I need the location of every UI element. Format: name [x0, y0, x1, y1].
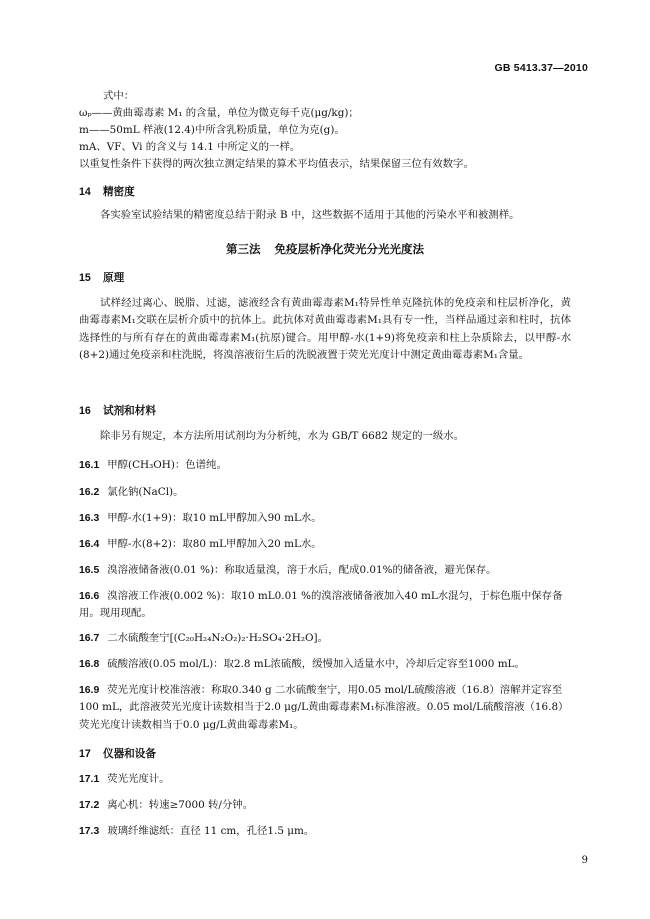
reagent-item: 16.7 二水硫酸奎宁[(C₂₀H₂₄N₂O₂)₂·H₂SO₄·2H₂O]。 — [79, 632, 328, 644]
reagent-item: 16.1 甲醇(CH₃OH)：色谱纯。 — [79, 459, 227, 471]
section-15-heading — [79, 270, 124, 285]
section-number: 17 — [79, 748, 91, 760]
section-title: 精密度 — [103, 186, 135, 198]
section-16-heading — [79, 403, 156, 418]
section-title: 原理 — [103, 272, 125, 284]
equipment-item: 17.3 玻璃纤维滤纸：直径 11 cm，孔径1.5 μm。 — [79, 825, 315, 837]
section-number: 16 — [79, 405, 91, 417]
reagent-item: 16.2 氯化钠(NaCl)。 — [79, 486, 184, 498]
method-part: 第三法 — [226, 244, 261, 256]
method-title — [0, 241, 650, 257]
equipment-item: 17.1 荧光光度计。 — [79, 773, 170, 785]
formula-note-line: 以重复性条件下获得的两次独立测定结果的算术平均值表示，结果保留三位有效数字。 — [79, 158, 474, 170]
equipment-item: 17.2 离心机：转速≥7000 转/分钟。 — [79, 799, 254, 811]
section-14-text: 各实验室试验结果的精密度总结于附录 B 中，这些数据不适用于其他的污染水平和被测样。 — [100, 209, 520, 221]
reagent-item: 16.5 溴溶液储备液(0.01 %)：称取适量溴，溶于水后，配成0.01%的储备液，避光保存。 — [79, 564, 497, 576]
section-16-intro: 除非另有规定，本方法所用试剂均为分析纯，水为 GB/T 6682 规定的一级水。 — [100, 430, 465, 442]
section-number: 14 — [79, 186, 91, 198]
page-number: 9 — [581, 855, 588, 866]
reagent-item: 16.6 溴溶液工作液(0.002 %)：取10 mL0.01 %的溴溶液储备液加入40 mL水混匀，于棕色瓶中保存备用。现用现配。 — [79, 590, 563, 620]
reagent-item: 16.3 甲醇-水(1+9)：取10 mL甲醇加入90 mL水。 — [79, 512, 322, 524]
reagent-item: 16.8 硫酸溶液(0.05 mol/L)：取2.8 mL浓硫酸，缓慢加入适量水中，冷却后定容至1000 mL。 — [79, 658, 525, 670]
section-title: 仪器和设备 — [103, 748, 156, 760]
section-14-heading — [79, 184, 135, 199]
reagent-item: 16.9 荧光光度计校准溶液：称取0.340 g 二水硫酸奎宁，用0.05 mol/L硫酸溶液（16.8）溶解并定容至100 mL，此溶液荧光光度计读数相当于2.0 μg/L黄曲霉毒素M₁标准溶液。0.05 mol/L硫酸溶液（16.8）荧光光度计读数相当于0.0 μg/L黄曲霉毒素M₁。 — [79, 684, 569, 731]
formula-note-line: m——50mL 样液(12.4)中所含乳粉质量，单位为克(g)。 — [79, 124, 345, 136]
method-name: 免疫层析净化荧光分光光度法 — [274, 244, 424, 256]
reagent-item: 16.4 甲醇-水(8+2)：取80 mL甲醇加入20 mL水。 — [79, 538, 322, 550]
formula-note-line: ωₚ——黄曲霉毒素 M₁ 的含量，单位为微克每千克(μg/kg)； — [79, 107, 359, 119]
formula-notes-intro: 式中： — [103, 90, 135, 102]
section-17-heading — [79, 746, 156, 761]
standard-code-header: GB 5413.37—2010 — [494, 62, 588, 74]
section-number: 15 — [79, 272, 91, 284]
section-title: 试剂和材料 — [103, 405, 156, 417]
section-15-text: 试样经过离心、脱脂、过滤，滤液经含有黄曲霉毒素M₁特异性单克隆抗体的免疫亲和柱层析净化，黄曲霉毒素M₁交联在层析介质中的抗体上。此抗体对黄曲霉毒素M₁具有专一性，当样品通过亲和柱时，抗体选择性的与所有存在的黄曲霉毒素M₁(抗原)键合。用甲醇-水(1+9)将免疫亲和柱上杂质除去，以甲醇-水(8+2)通过免疫亲和柱洗脱，将溴溶液衍生后的洗脱液置于荧光光度计中测定黄曲霉毒素M₁含量。 — [79, 297, 571, 362]
formula-note-line: mA、VF、Vi 的含义与 14.1 中所定义的一样。 — [79, 141, 301, 153]
